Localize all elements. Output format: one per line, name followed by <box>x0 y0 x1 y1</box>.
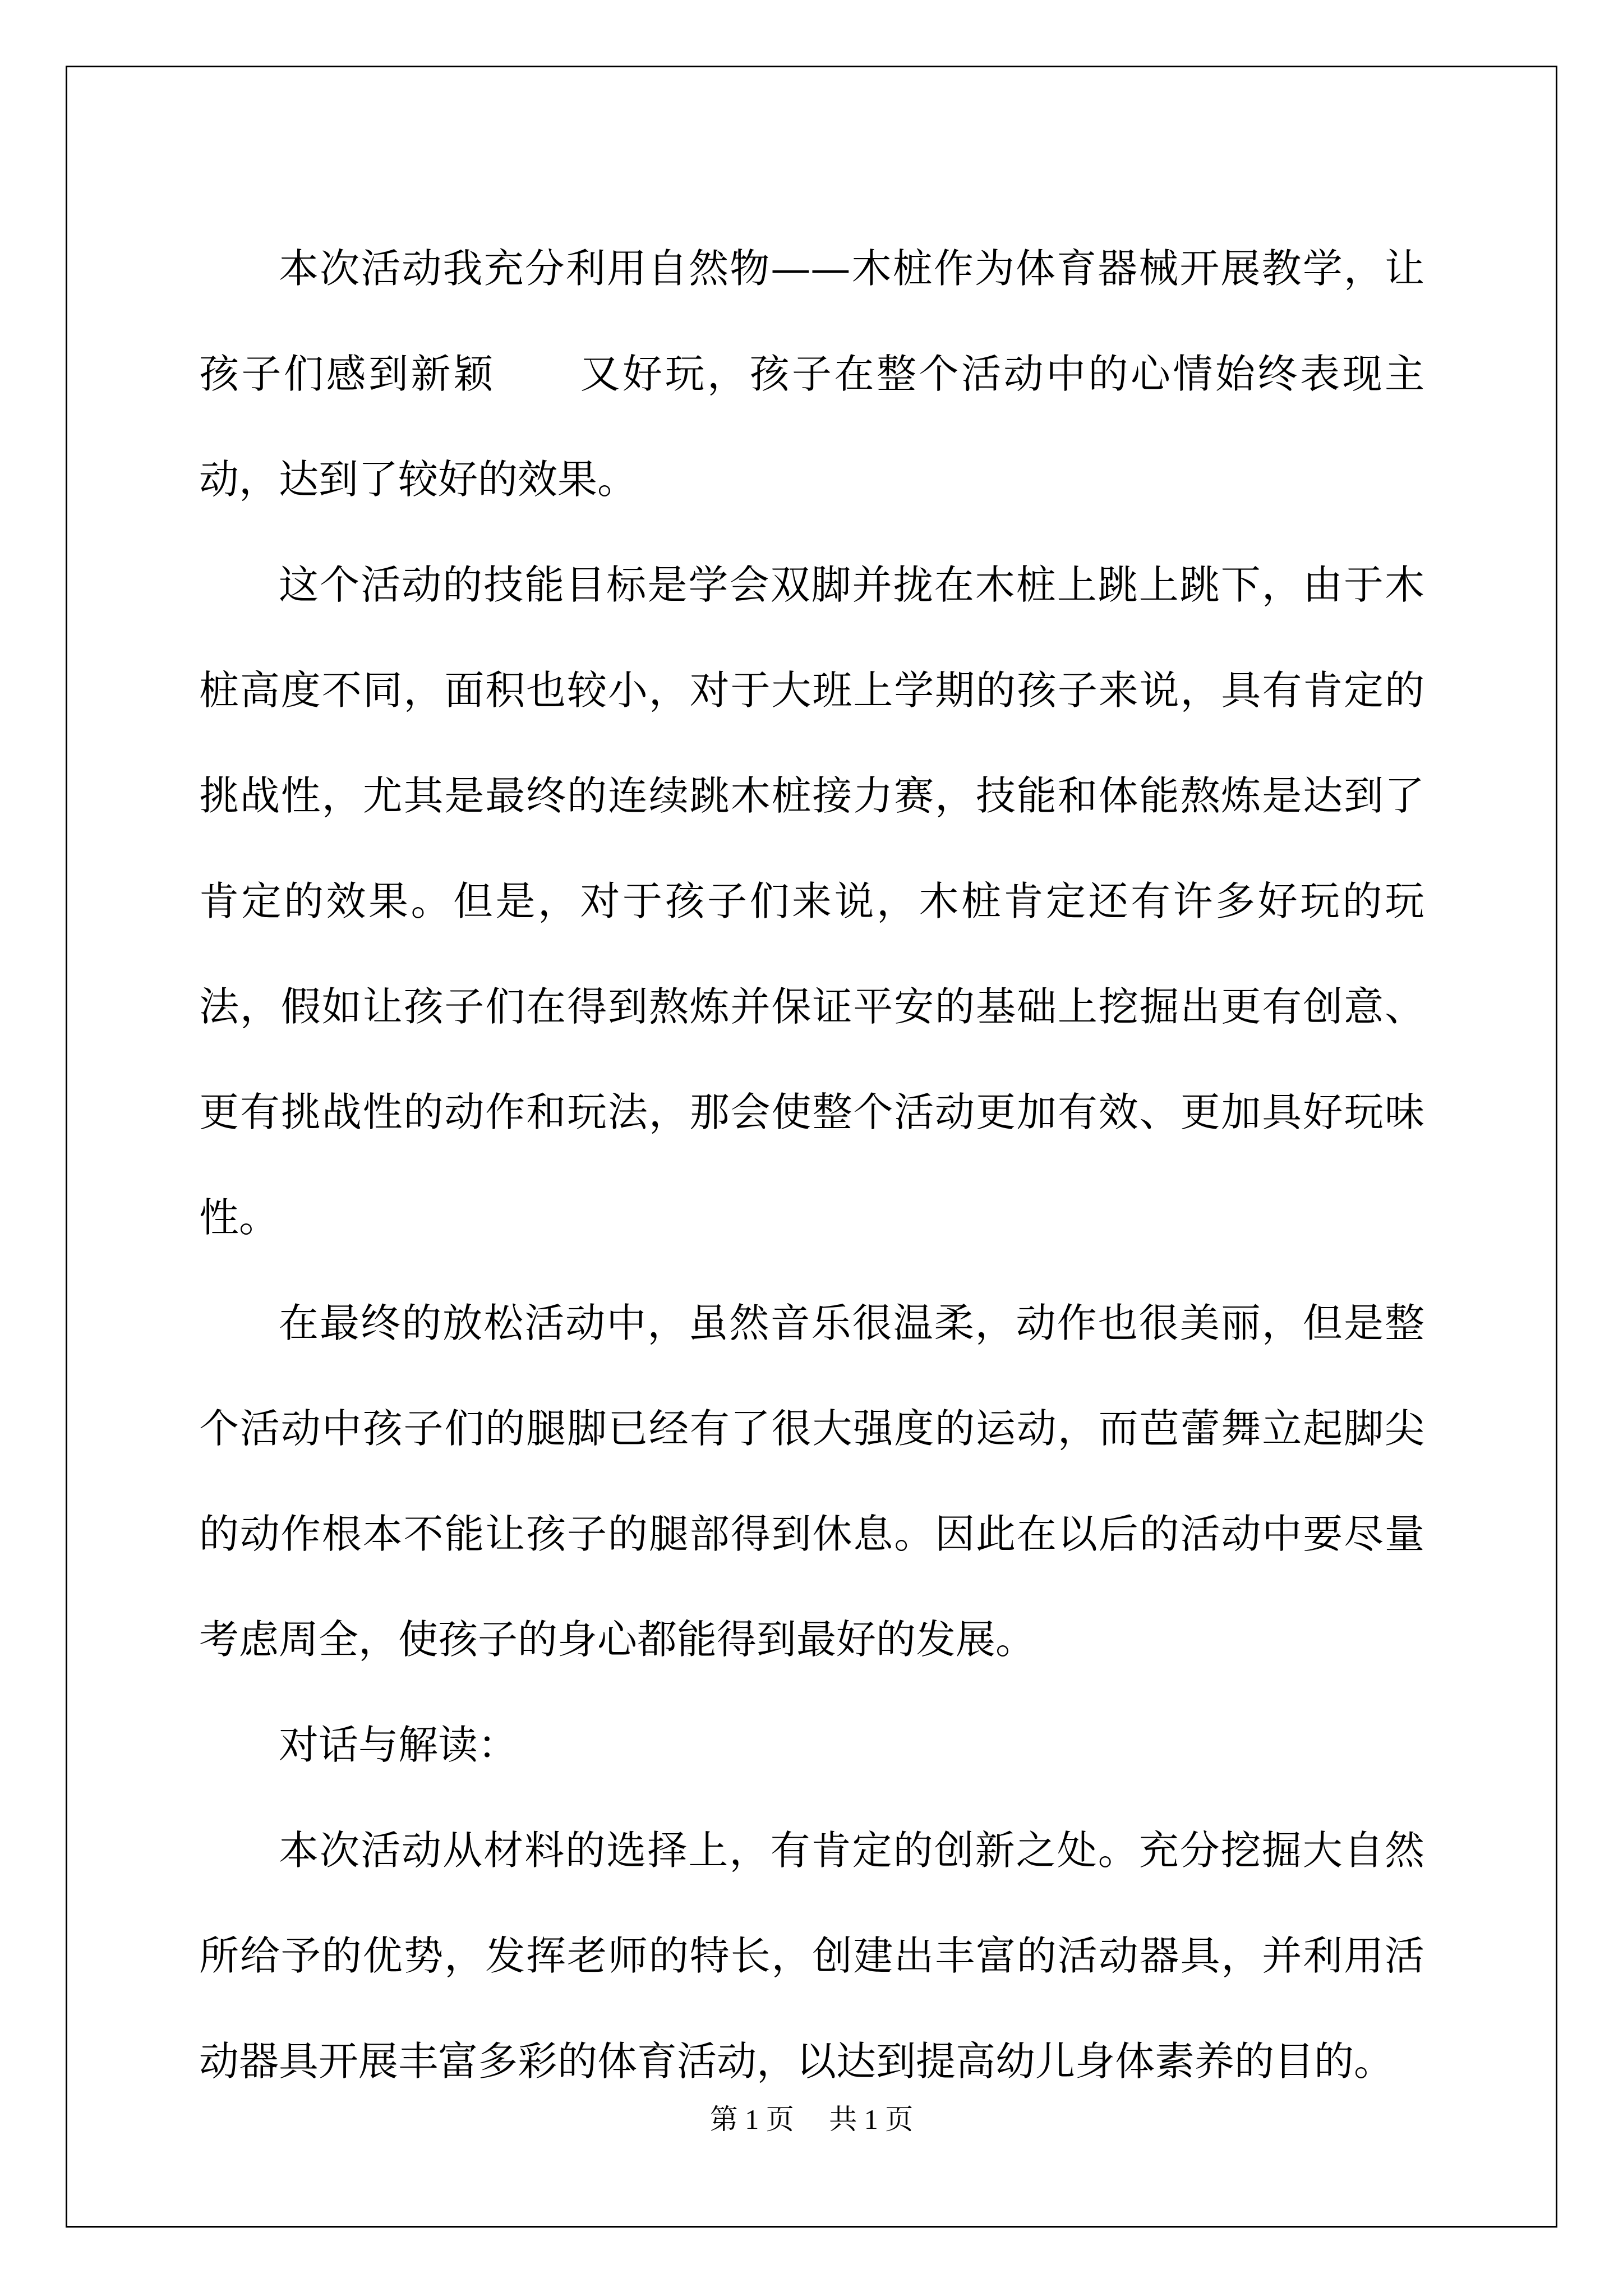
paragraph-3: 在最终的放松活动中，虽然音乐很温柔，动作也很美丽，但是整个活动中孩子们的腿脚已经有了很大强度的运动，而芭蕾舞立起脚尖的动作根本不能让孩子的腿部得到休息。因此在以后的活动中要尽量考虑周全，使孩子的身心都能得到最好的发展。 <box>199 1300 1424 1663</box>
paragraph-2: 这个活动的技能目标是学会双脚并拢在木桩上跳上跳下，由于木桩高度不同，面积也较小，对于大班上学期的孩子来说，具有肯定的挑战性，尤其是最终的连续跳木桩接力赛，技能和体能熬炼是达到了肯定的效果。但是，对于孩子们来说，木桩肯定还有许多好玩的玩法，假如让孩子们在得到熬炼并保证平安的基础上挖掘出更有创意、更有挑战性的动作和玩法，那会使整个活动更加有效、更加具好玩味性。 <box>199 562 1424 1241</box>
page-footer: 第 1 页 共 1 页 <box>709 2104 914 2135</box>
document-body <box>199 216 1424 2114</box>
paragraph-4-heading: 对话与解读： <box>279 1722 518 1768</box>
paragraph-1: 本次活动我充分利用自然物——木桩作为体育器械开展教学，让孩子们感到新颖 又好玩，孩子在整个活动中的心情始终表现主动，达到了较好的效果。 <box>199 245 1424 503</box>
paragraph-5: 本次活动从材料的选择上，有肯定的创新之处。充分挖掘大自然所给予的优势，发挥老师的特长，创建出丰富的活动器具，并利用活动器具开展丰富多彩的体育活动，以达到提高幼儿身体素养的目的。 <box>199 1827 1424 2085</box>
